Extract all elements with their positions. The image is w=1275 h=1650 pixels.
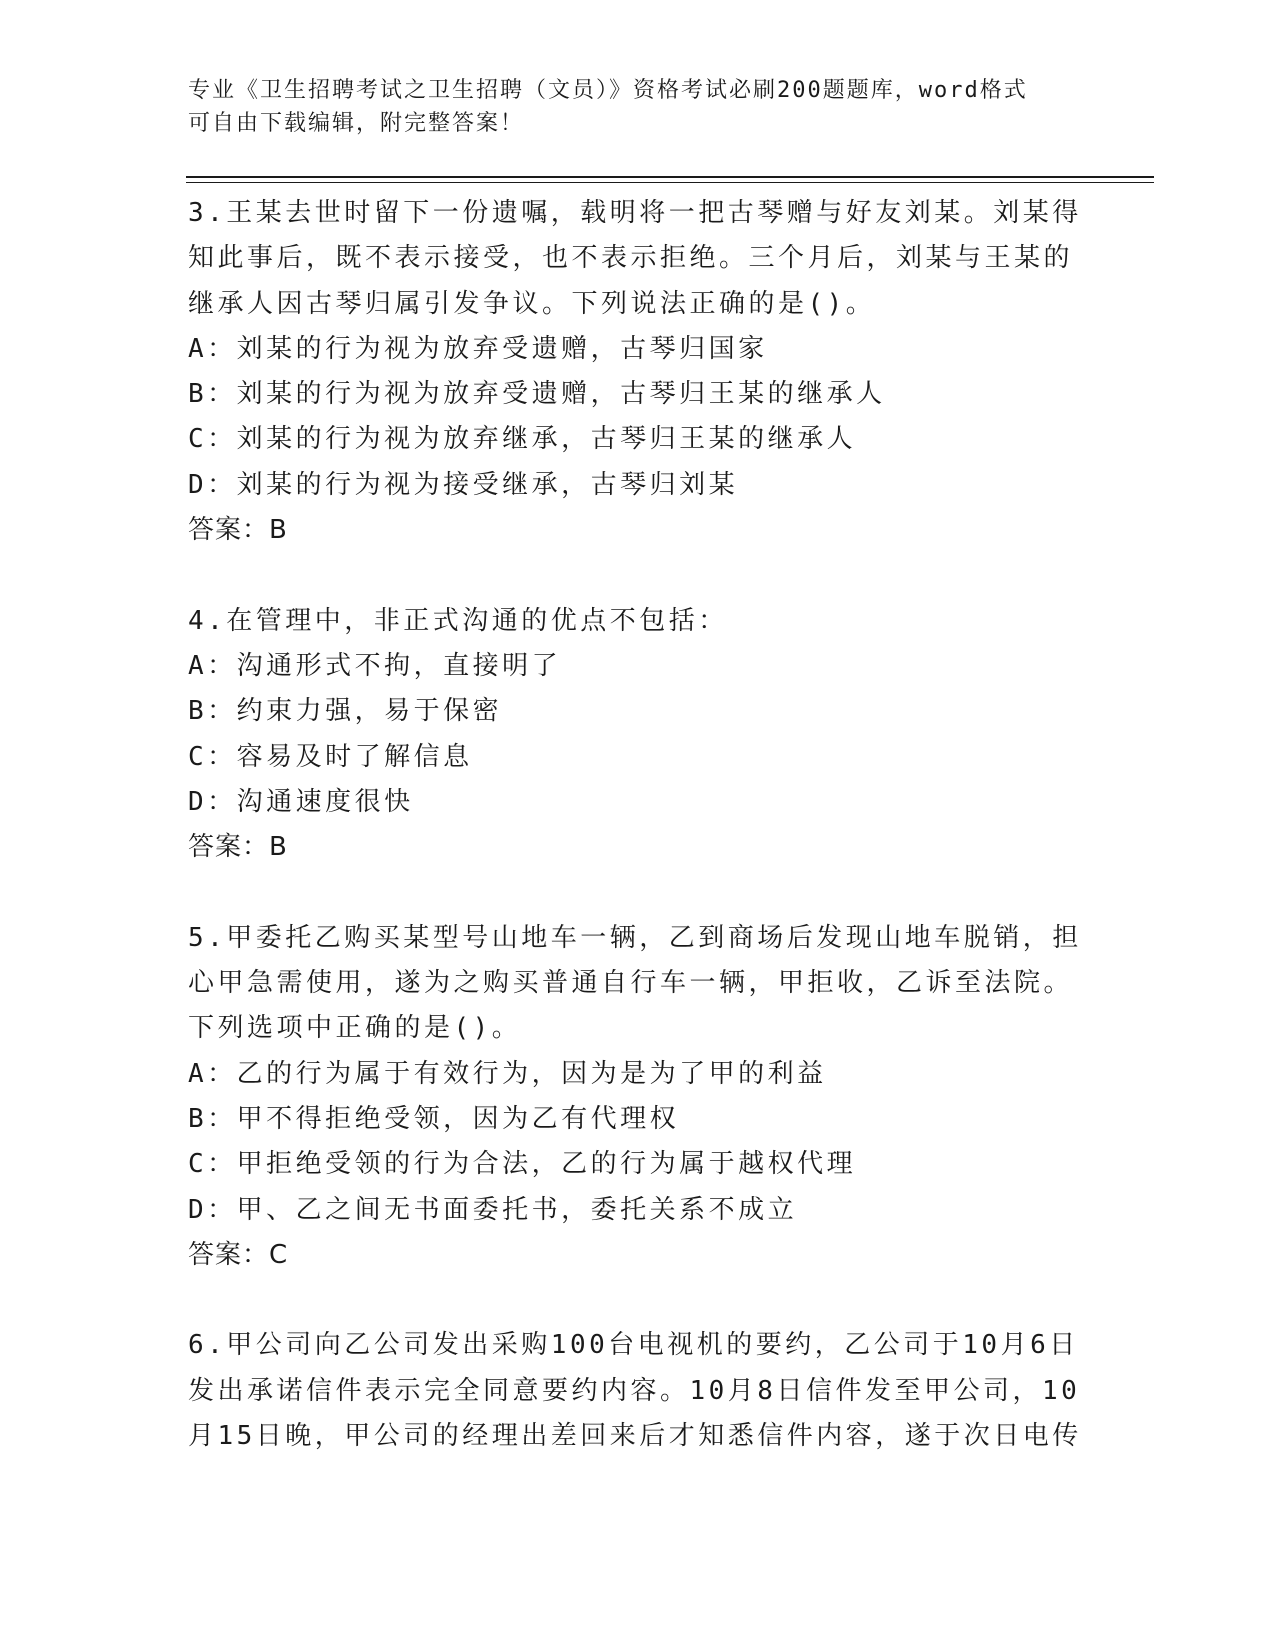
option-c: C：容易及时了解信息 — [188, 741, 473, 772]
spacer — [188, 870, 1088, 915]
option-d: D：沟通速度很快 — [188, 786, 414, 817]
option-a: A：刘某的行为视为放弃受遗赠，古琴归国家 — [188, 333, 768, 364]
option-c: C：甲拒绝受领的行为合法，乙的行为属于越权代理 — [188, 1149, 857, 1180]
answer: 答案：C — [188, 1239, 289, 1270]
question-4 — [188, 599, 1088, 871]
option-c: C：刘某的行为视为放弃继承，古琴归王某的继承人 — [188, 424, 857, 455]
answer: 答案：B — [188, 832, 288, 863]
option-d: D：甲、乙之间无书面委托书，委托关系不成立 — [188, 1194, 798, 1225]
option-d: D：刘某的行为视为接受继承，古琴归刘某 — [188, 469, 739, 500]
header-divider — [186, 176, 1154, 178]
option-b: B：甲不得拒绝受领，因为乙有代理权 — [188, 1103, 680, 1134]
question-stem-line: 5.甲委托乙购买某型号山地车一辆，乙到商场后发现山地车脱销，担 — [188, 922, 1082, 953]
option-a: A：沟通形式不拘，直接明了 — [188, 650, 562, 681]
spacer — [188, 553, 1088, 598]
question-stem-line: 心甲急需使用，遂为之购买普通自行车一辆，甲拒收，乙诉至法院。 — [188, 968, 1074, 999]
header-line: 可自由下载编辑，附完整答案！ — [188, 111, 525, 136]
spacer — [188, 1278, 1088, 1323]
question-stem-line: 发出承诺信件表示完全同意要约内容。10月8日信件发至甲公司，10 — [188, 1375, 1081, 1406]
question-list — [188, 191, 1088, 1459]
question-3 — [188, 191, 1088, 553]
option-b: B：刘某的行为视为放弃受遗赠，古琴归王某的继承人 — [188, 379, 886, 410]
question-stem-line: 继承人因古琴归属引发争议。下列说法正确的是()。 — [188, 288, 876, 319]
document-header — [188, 74, 1088, 140]
option-a: A：乙的行为属于有效行为，因为是为了甲的利益 — [188, 1058, 827, 1089]
question-stem-line: 月15日晚，甲公司的经理出差回来后才知悉信件内容，遂于次日电传 — [188, 1421, 1082, 1452]
question-6 — [188, 1323, 1088, 1459]
question-stem-line: 4.在管理中，非正式沟通的优点不包括： — [188, 605, 728, 636]
question-stem-line: 6.甲公司向乙公司发出采购100台电视机的要约，乙公司于10月6日 — [188, 1330, 1079, 1361]
option-b: B：约束力强，易于保密 — [188, 696, 503, 727]
answer: 答案：B — [188, 515, 288, 546]
question-stem-line: 下列选项中正确的是()。 — [188, 1013, 522, 1044]
question-stem-line: 3.王某去世时留下一份遗嘱，载明将一把古琴赠与好友刘某。刘某得 — [188, 198, 1082, 228]
question-stem-line: 知此事后，既不表示接受，也不表示拒绝。三个月后，刘某与王某的 — [188, 243, 1074, 274]
header-line: 专业《卫生招聘考试之卫生招聘（文员）》资格考试必刷200题题库，word格式 — [188, 78, 1028, 103]
header-divider-thin — [186, 182, 1154, 183]
question-5 — [188, 916, 1088, 1278]
